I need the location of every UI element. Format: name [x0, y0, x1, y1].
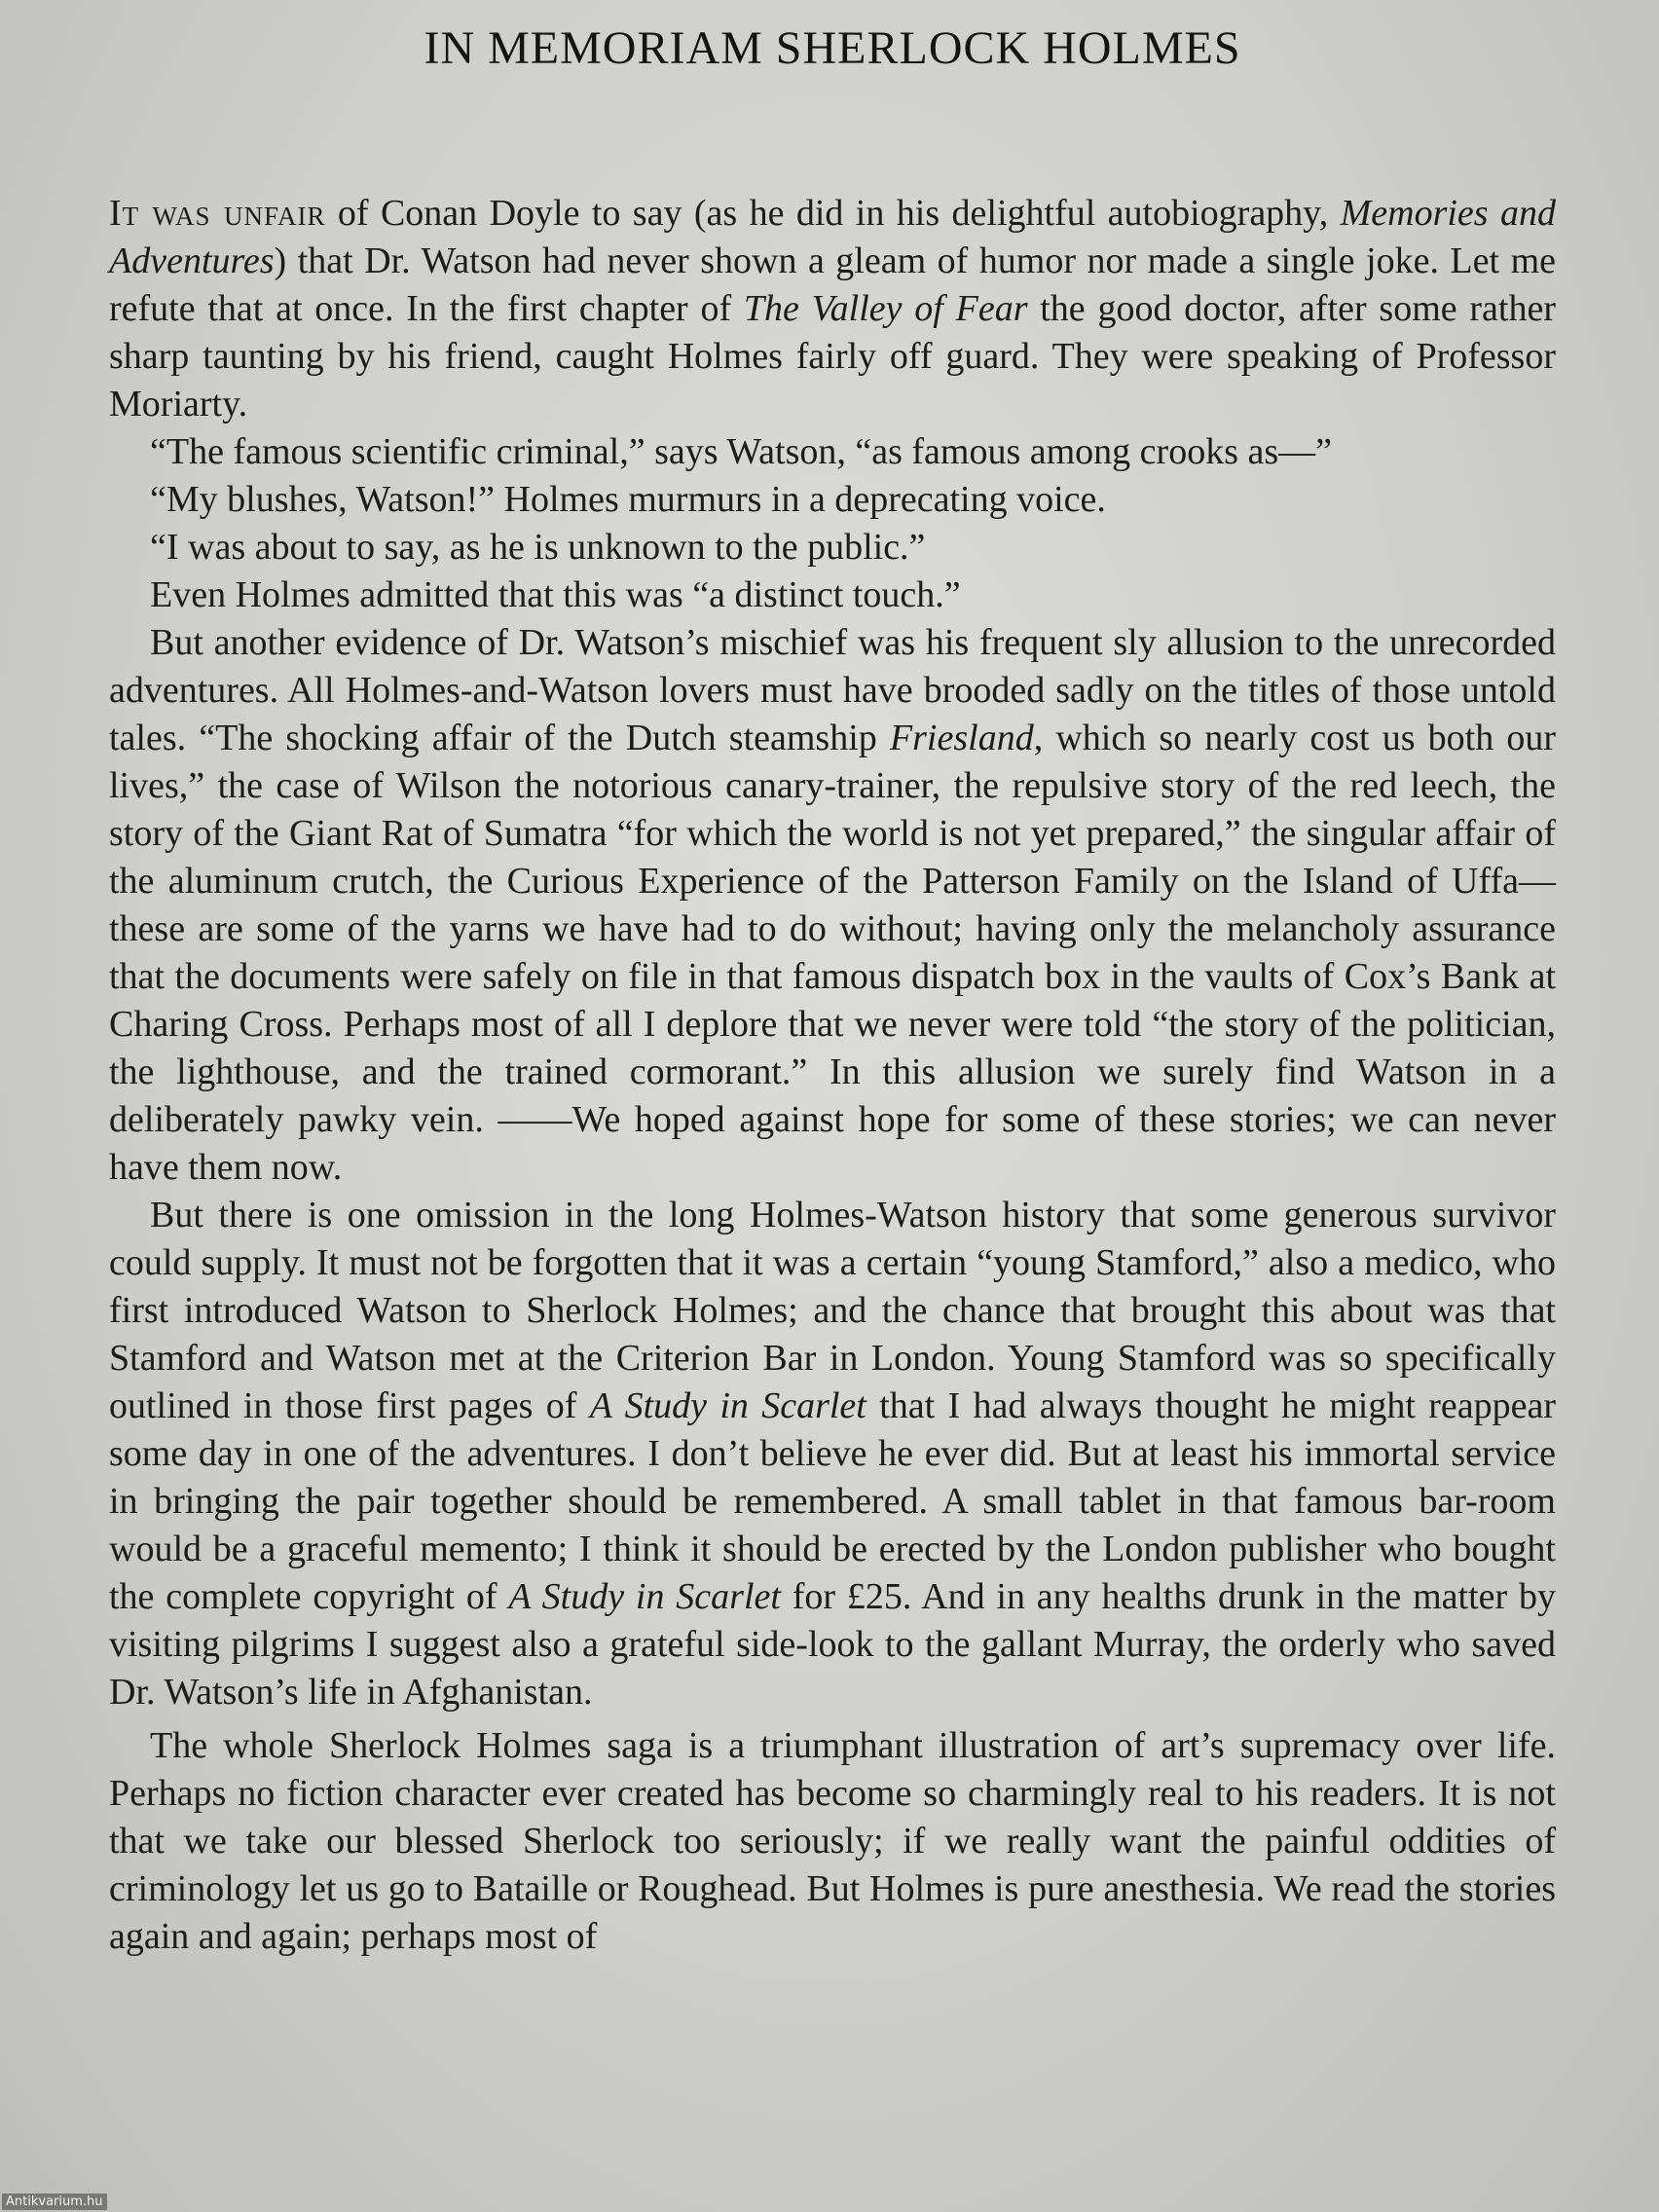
- paragraph-2: “The famous scientific criminal,” says Watson, “as famous among crooks as—”: [150, 431, 1332, 472]
- watermark: Antikvarium.hu: [2, 2194, 107, 2210]
- article-body: [109, 190, 1556, 1961]
- paragraph-1: It was unfair of Conan Doyle to say (as he did in his delightful autobiography, Memories and Adventures) that Dr. Watson had never shown a gleam of humor nor made a single joke. Let me refute that at once. In the first chapter of The Valley of Fear the good doctor, after some rather sharp taunting by his friend, caught Holmes fairly off guard. They were speaking of Professor Moriarty.: [109, 193, 1556, 424]
- ship-name: Friesland: [889, 718, 1034, 758]
- book-title: Memories and Adventures: [109, 193, 1556, 281]
- paragraph-4: “I was about to say, as he is unknown to the public.”: [150, 527, 926, 568]
- book-title: The Valley of Fear: [743, 288, 1028, 329]
- paragraph-3: “My blushes, Watson!” Holmes murmurs in a deprecating voice.: [150, 479, 1106, 520]
- paragraph-5: Even Holmes admitted that this was “a distinct touch.”: [150, 574, 961, 615]
- book-title: A Study in Scarlet: [589, 1385, 866, 1426]
- page-title: IN MEMORIAM SHERLOCK HOLMES: [424, 22, 1241, 74]
- paragraph-7: But there is one omission in the long Holmes-Watson history that some generous survivor could supply. It must not be forgotten that it was a certain “young Stamford,” also a medico, who first introduced Watson to Sherlock Holmes; and the chance that brought this about was that Stamford and Watson met at the Criterion Bar in London. Young Stamford was so specifically outlined in those first pages of A Study in Scarlet that I had always thought he might reappear some day in one of the adventures. I don’t believe he ever did. But at least his immortal service in bringing the pair together should be remembered. A small tablet in that famous bar-room would be a graceful memento; I think it should be erected by the London publisher who bought the complete copyright of A Study in Scarlet for £25. And in any healths drunk in the matter by visiting pilgrims I suggest also a grateful side-look to the gallant Murray, the orderly who saved Dr. Watson’s life in Afghanistan.: [109, 1195, 1556, 1713]
- paragraph-8: The whole Sherlock Holmes saga is a triumphant illustration of art’s supremacy over life. Perhaps no fiction character ever created has become so charmingly real to his readers. It is not that we take our blessed Sherlock too seriously; if we really want the painful oddities of criminology let us go to Bataille or Roughead. But Holmes is pure anesthesia. We read the stories again and again; perhaps most of: [109, 1725, 1556, 1957]
- paragraph-6: But another evidence of Dr. Watson’s mischief was his frequent sly allusion to the unrecorded adventures. All Holmes-and-Watson lovers must have brooded sadly on the titles of those untold tales. “The shocking affair of the Dutch steamship Friesland, which so nearly cost us both our lives,” the case of Wilson the notorious canary-trainer, the repulsive story of the red leech, the story of the Giant Rat of Sumatra “for which the world is not yet prepared,” the singular affair of the aluminum crutch, the Curious Experience of the Patterson Family on the Island of Uffa—these are some of the yarns we have had to do without; having only the melancholy assurance that the documents were safely on file in that famous dispatch box in the vaults of Cox’s Bank at Charing Cross. Perhaps most of all I deplore that we never were told “the story of the politician, the lighthouse, and the trained cormorant.” In this allusion we surely find Watson in a deliberately pawky vein. ——We hoped against hope for some of these stories; we can never have them now.: [109, 622, 1556, 1188]
- document-page: [109, 14, 1556, 2194]
- small-caps-lead: It was unfair: [109, 193, 326, 234]
- book-title: A Study in Scarlet: [508, 1576, 781, 1617]
